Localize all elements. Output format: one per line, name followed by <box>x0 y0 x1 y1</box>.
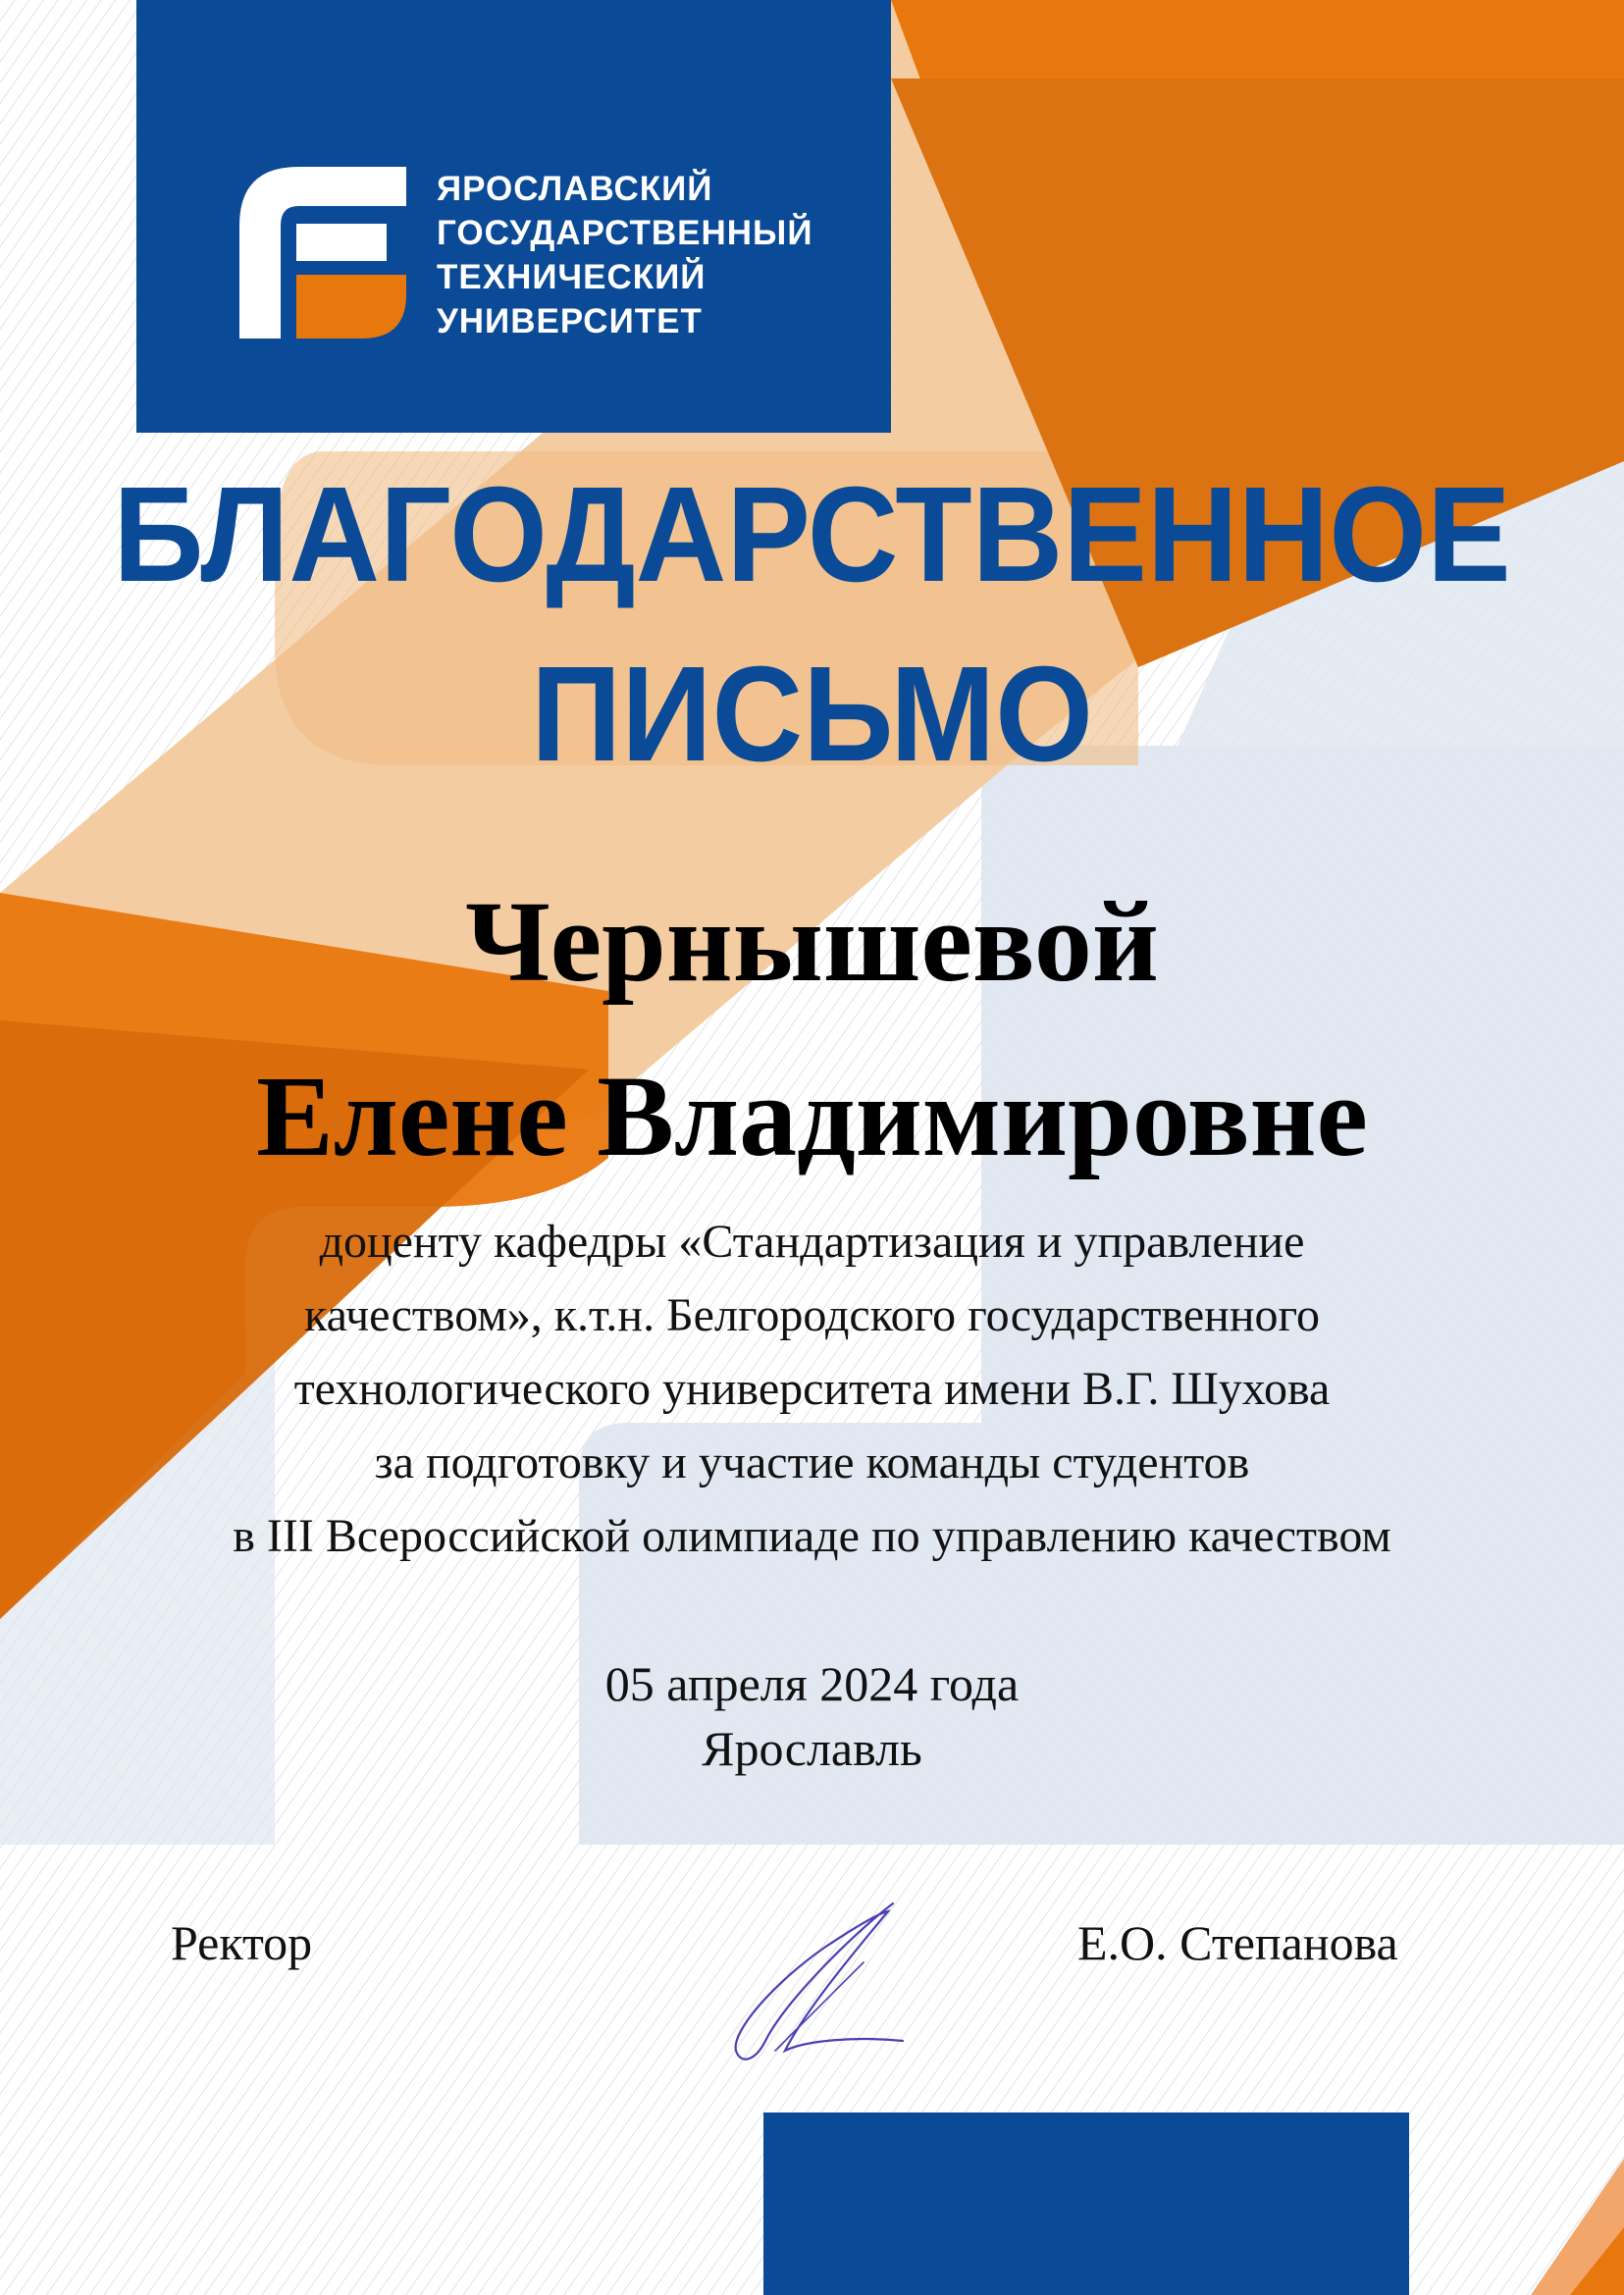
university-name-line: ЯРОСЛАВСКИЙ <box>437 170 713 208</box>
ystu-logo-icon <box>239 167 406 339</box>
recipient-surname: Чернышевой <box>465 877 1159 1006</box>
university-name <box>437 167 812 343</box>
signatory-role: Ректор <box>171 1915 313 1970</box>
letter-city: Ярославль <box>702 1721 922 1776</box>
document-title-line1: БЛАГОДАРСТВЕННОЕ <box>113 459 1511 610</box>
letter-body-line: в III Всероссийской олимпиаде по управлению качеством <box>233 1510 1391 1562</box>
handwritten-signature-icon <box>707 1894 913 2075</box>
document-title-line2: ПИСЬМО <box>531 639 1093 790</box>
letter-date: 05 апреля 2024 года <box>604 1656 1020 1711</box>
date-place-block <box>0 1651 1624 1781</box>
letter-body <box>0 1205 1624 1573</box>
letter-body-line: технологического университета имени В.Г. Шухова <box>293 1363 1331 1415</box>
bottom-blue-block <box>763 2112 1409 2295</box>
university-name-line: ТЕХНИЧЕСКИЙ <box>437 258 707 296</box>
university-name-line: УНИВЕРСИТЕТ <box>437 302 703 340</box>
university-name-line: ГОСУДАРСТВЕННЫЙ <box>437 214 813 252</box>
recipient-first-name: Елене Владимировне <box>256 1052 1368 1180</box>
letter-body-line: качеством», к.т.н. Белгородского государственного <box>304 1289 1320 1341</box>
university-logo-panel <box>136 0 891 433</box>
signatory-name: Е.О. Степанова <box>1077 1915 1398 1970</box>
letter-body-line: доценту кафедры «Стандартизация и управление <box>319 1216 1305 1268</box>
letter-body-line: за подготовку и участие команды студентов <box>374 1436 1250 1488</box>
